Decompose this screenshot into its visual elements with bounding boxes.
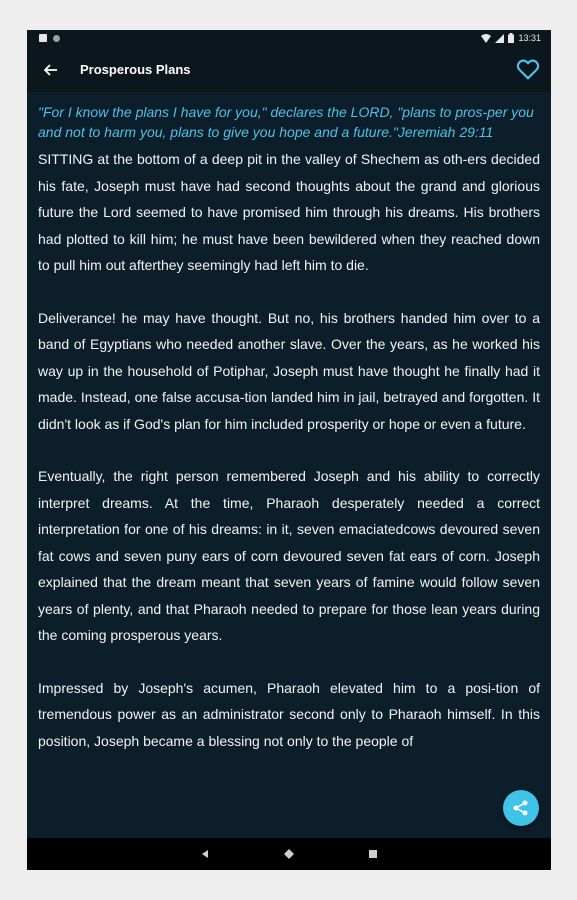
arrow-left-icon <box>44 63 58 77</box>
share-button[interactable] <box>503 790 539 826</box>
battery-icon <box>508 33 514 43</box>
share-icon <box>512 799 530 817</box>
favorite-button[interactable] <box>515 56 541 82</box>
app-bar <box>27 48 551 92</box>
paragraph: Deliverance! he may have thought. But no, his brothers handed him over to a band of Egyptians who needed another slave. Over the years, as he worked his way up in the household of Potiphar, Joseph must have thought he finally had it made. Instead, one false accusa-tion landed him in jail, betrayed and forgotten. It didn't look as if God's plan for him included prosperity or hope or even a future. <box>38 309 540 432</box>
signal-icon <box>495 34 504 43</box>
heart-outline-icon <box>515 56 541 82</box>
paragraph: Eventually, the right person remembered Joseph and his ability to correctly interpret dreams. At the time, Pharaoh desperately needed a correct interpretation for one of his dreams: in it, seven emaciatedcows devoured seven fat cows and seven puny ears of corn devoured seven fat ears of corn. Joseph explained that the dream meant that seven years of famine would follow seven years of plenty, and that Pharaoh needed to prepare for those lean years during the coming prosperous years. <box>38 468 540 643</box>
notification-square-icon <box>39 34 47 42</box>
nav-back-button[interactable] <box>197 846 213 862</box>
device-screen <box>27 30 551 870</box>
paragraph: Impressed by Joseph's acumen, Pharaoh elevated him to a posi-tion of tremendous power as an administrator second only to Pharaoh himself. In this position, Joseph became a blessing not only to the people of <box>38 679 540 749</box>
nav-back-icon <box>200 849 210 859</box>
page-title: Prosperous Plans <box>80 62 191 77</box>
status-bar <box>27 30 551 48</box>
system-nav-bar <box>27 838 551 870</box>
paragraph: SITTING at the bottom of a deep pit in the valley of Shechem as oth-ers decided his fate, Joseph must have had second thoughts about the grand and glorious future the Lord seemed to have promised him through his dreams. His brothers had plotted to kill him; he must have been bewildered when they reached down to pull him out afterthey seemingly had left him to die. <box>38 151 540 273</box>
nav-home-icon <box>283 848 295 860</box>
verse-quote: "For I know the plans I have for you," declares the LORD, "plans to pros-per you and not to harm you, plans to give you hope and a future."Jeremiah 29:11 <box>38 104 534 140</box>
back-button[interactable] <box>39 58 63 82</box>
wifi-icon <box>481 34 491 43</box>
sync-dot-icon <box>53 35 60 42</box>
nav-recents-icon <box>368 849 378 859</box>
status-time: 13:31 <box>518 33 541 43</box>
article-content[interactable] <box>27 92 551 838</box>
nav-recents-button[interactable] <box>365 846 381 862</box>
nav-home-button[interactable] <box>281 846 297 862</box>
